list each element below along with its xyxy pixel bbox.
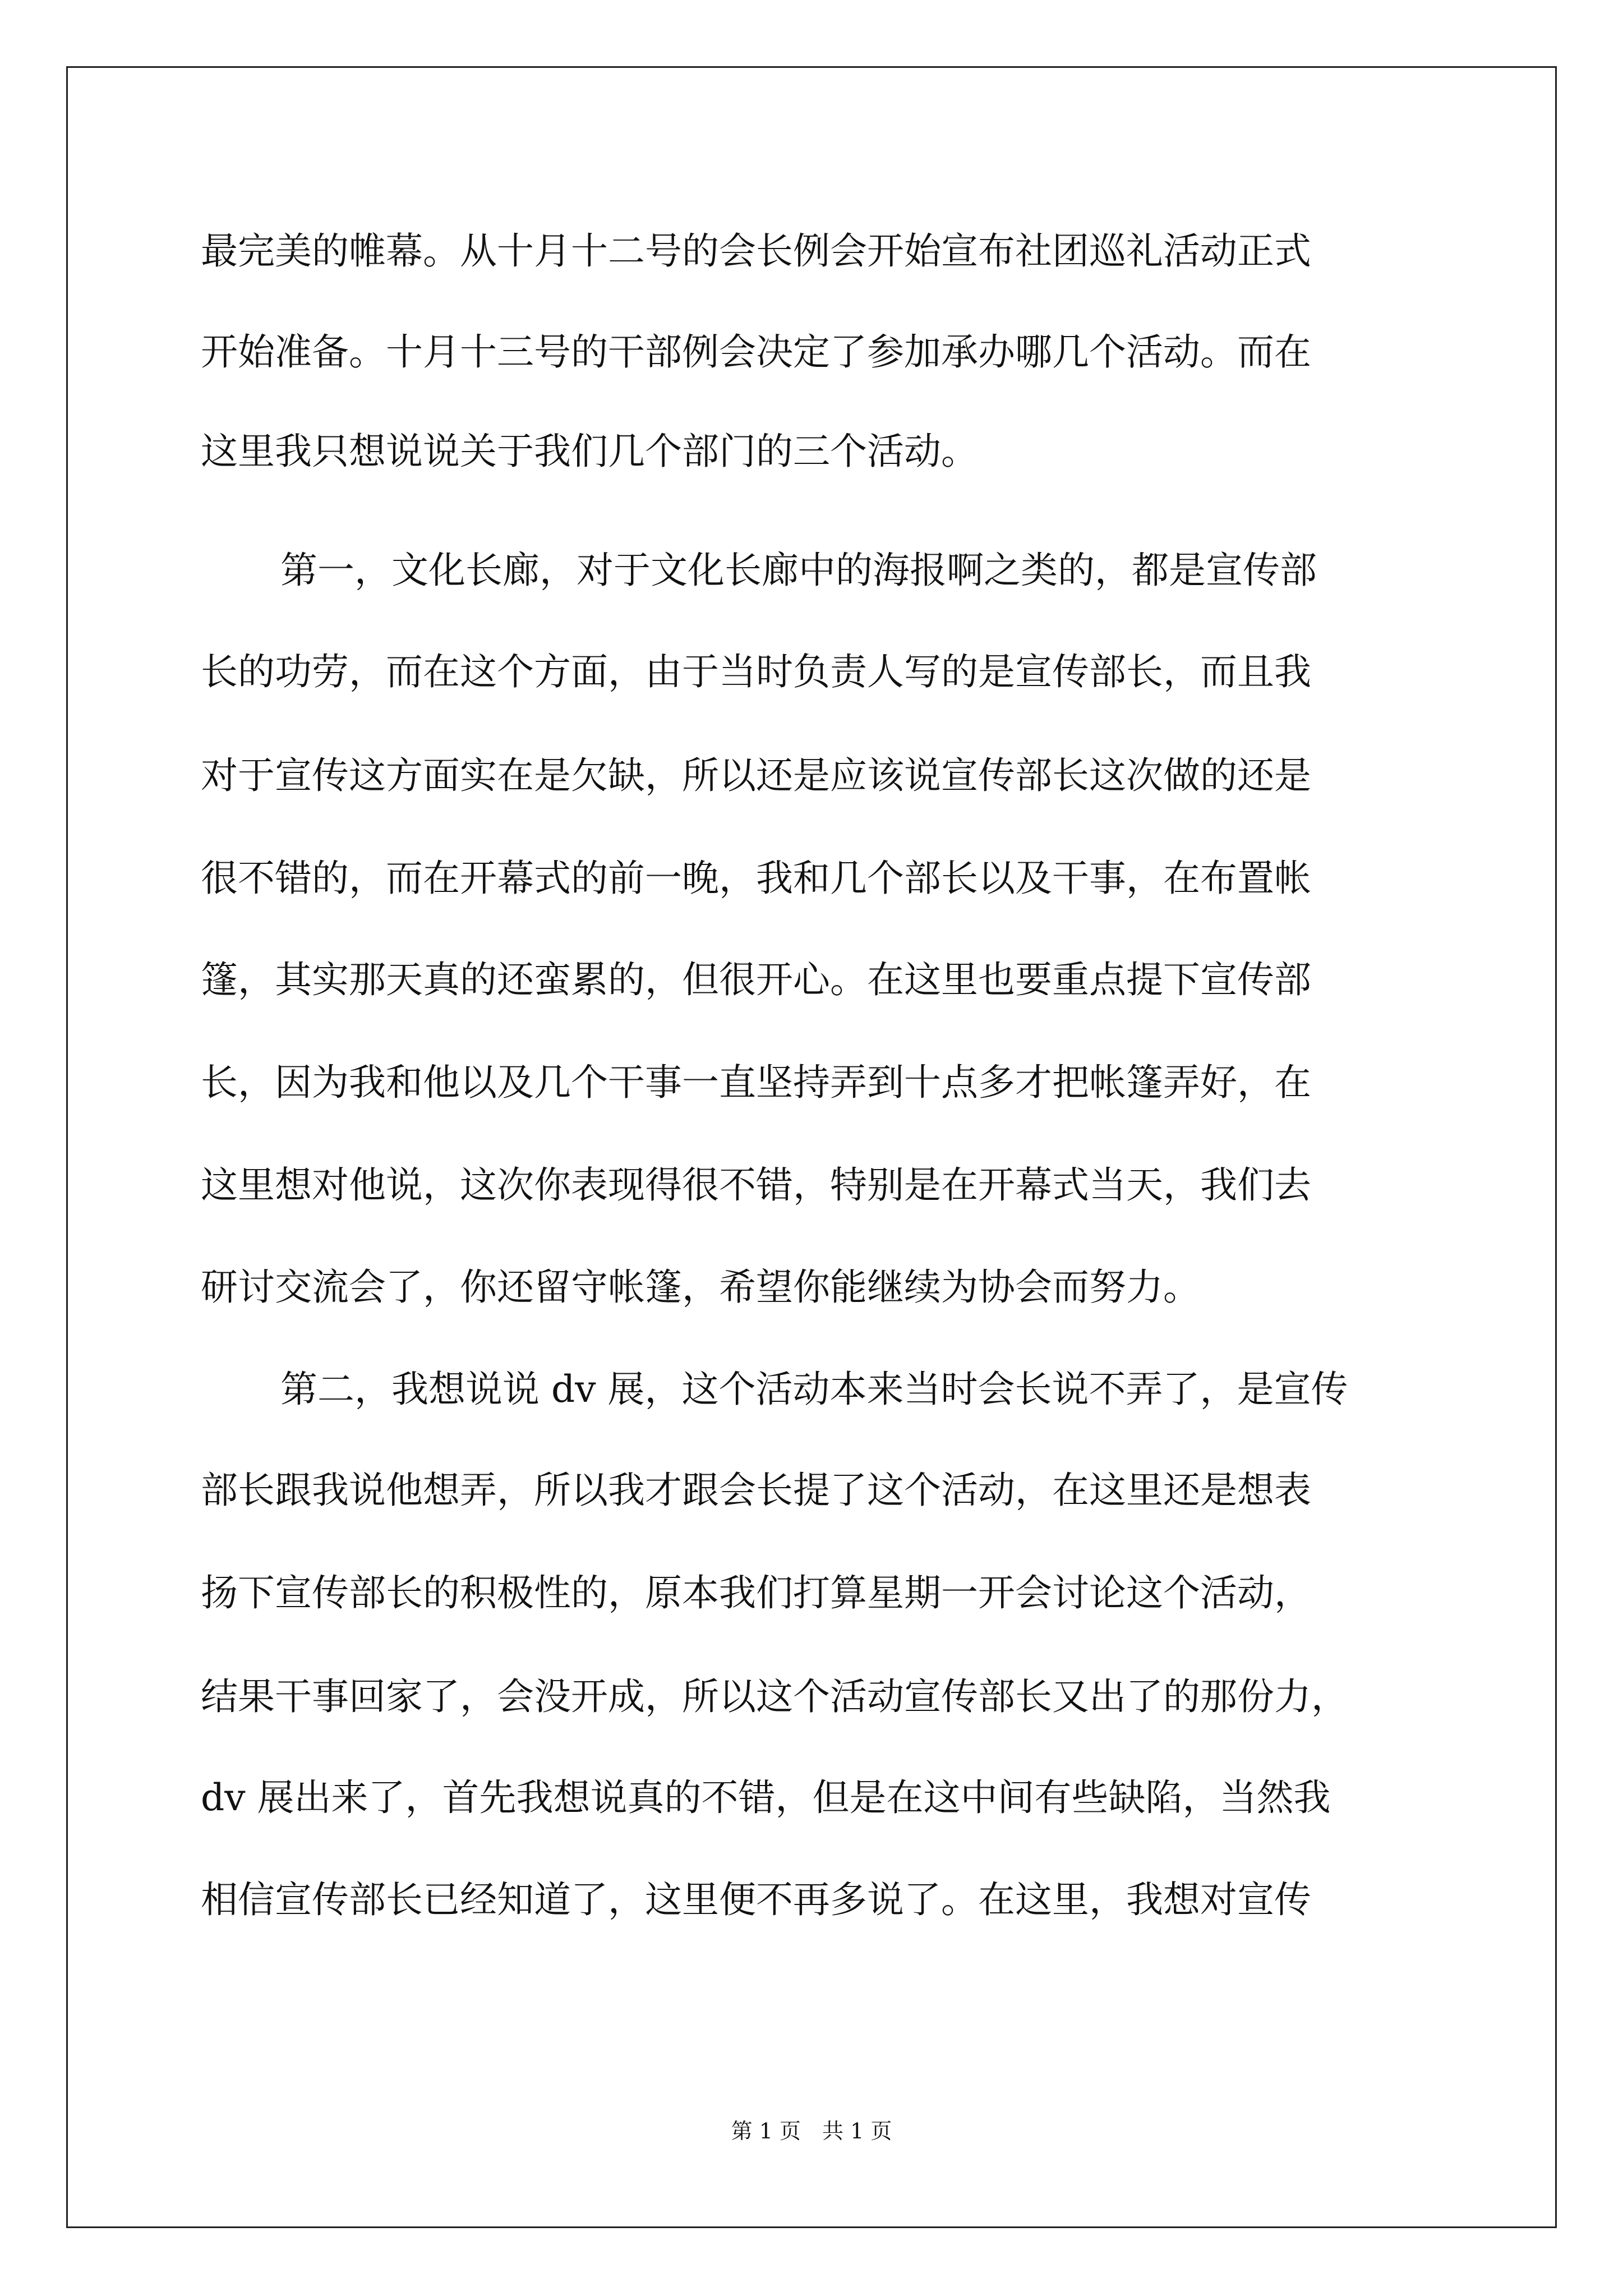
text-line: 对于宣传这方面实在是欠缺，所以还是应该说宣传部长这次做的还是 xyxy=(201,754,1311,797)
text-line: 这里想对他说，这次你表现得很不错，特别是在开幕式当天，我们去 xyxy=(201,1163,1311,1207)
paragraph-first-line: 第二，我想说说 dv 展，这个活动本来当时会长说不弄了，是宣传 xyxy=(280,1368,1348,1411)
text-line: 研讨交流会了，你还留守帐篷，希望你能继续为协会而努力。 xyxy=(201,1266,1200,1309)
text-line: 篷，其实那天真的还蛮累的，但很开心。在这里也要重点提下宣传部 xyxy=(201,958,1311,1001)
text-line: 结果干事回家了，会没开成，所以这个活动宣传部长又出了的那份力， xyxy=(201,1675,1348,1718)
paragraph-first-line: 第一，文化长廊，对于文化长廊中的海报啊之类的，都是宣传部 xyxy=(280,549,1317,592)
text-line: 开始准备。十月十三号的干部例会决定了参加承办哪几个活动。而在 xyxy=(201,330,1311,374)
text-line: 最完美的帷幕。从十月十二号的会长例会开始宣布社团巡礼活动正式 xyxy=(201,229,1311,273)
text-line: 长，因为我和他以及几个干事一直坚持弄到十点多才把帐篷弄好，在 xyxy=(201,1061,1311,1104)
text-line: 很不错的，而在开幕式的前一晚，我和几个部长以及干事，在布置帐 xyxy=(201,857,1311,900)
text-line: 长的功劳，而在这个方面，由于当时负责人写的是宣传部长，而且我 xyxy=(201,650,1311,693)
text-line: 部长跟我说他想弄，所以我才跟会长提了这个活动，在这里还是想表 xyxy=(201,1469,1311,1512)
text-line: dv 展出来了，首先我想说真的不错，但是在这中间有些缺陷，当然我 xyxy=(201,1776,1331,1819)
page-number-footer: 第 1 页 共 1 页 xyxy=(731,2119,892,2143)
text-line: 相信宣传部长已经知道了，这里便不再多说了。在这里，我想对宣传 xyxy=(201,1878,1311,1921)
text-line: 扬下宣传部长的积极性的，原本我们打算星期一开会讨论这个活动， xyxy=(201,1571,1311,1614)
text-line: 这里我只想说说关于我们几个部门的三个活动。 xyxy=(201,430,978,473)
